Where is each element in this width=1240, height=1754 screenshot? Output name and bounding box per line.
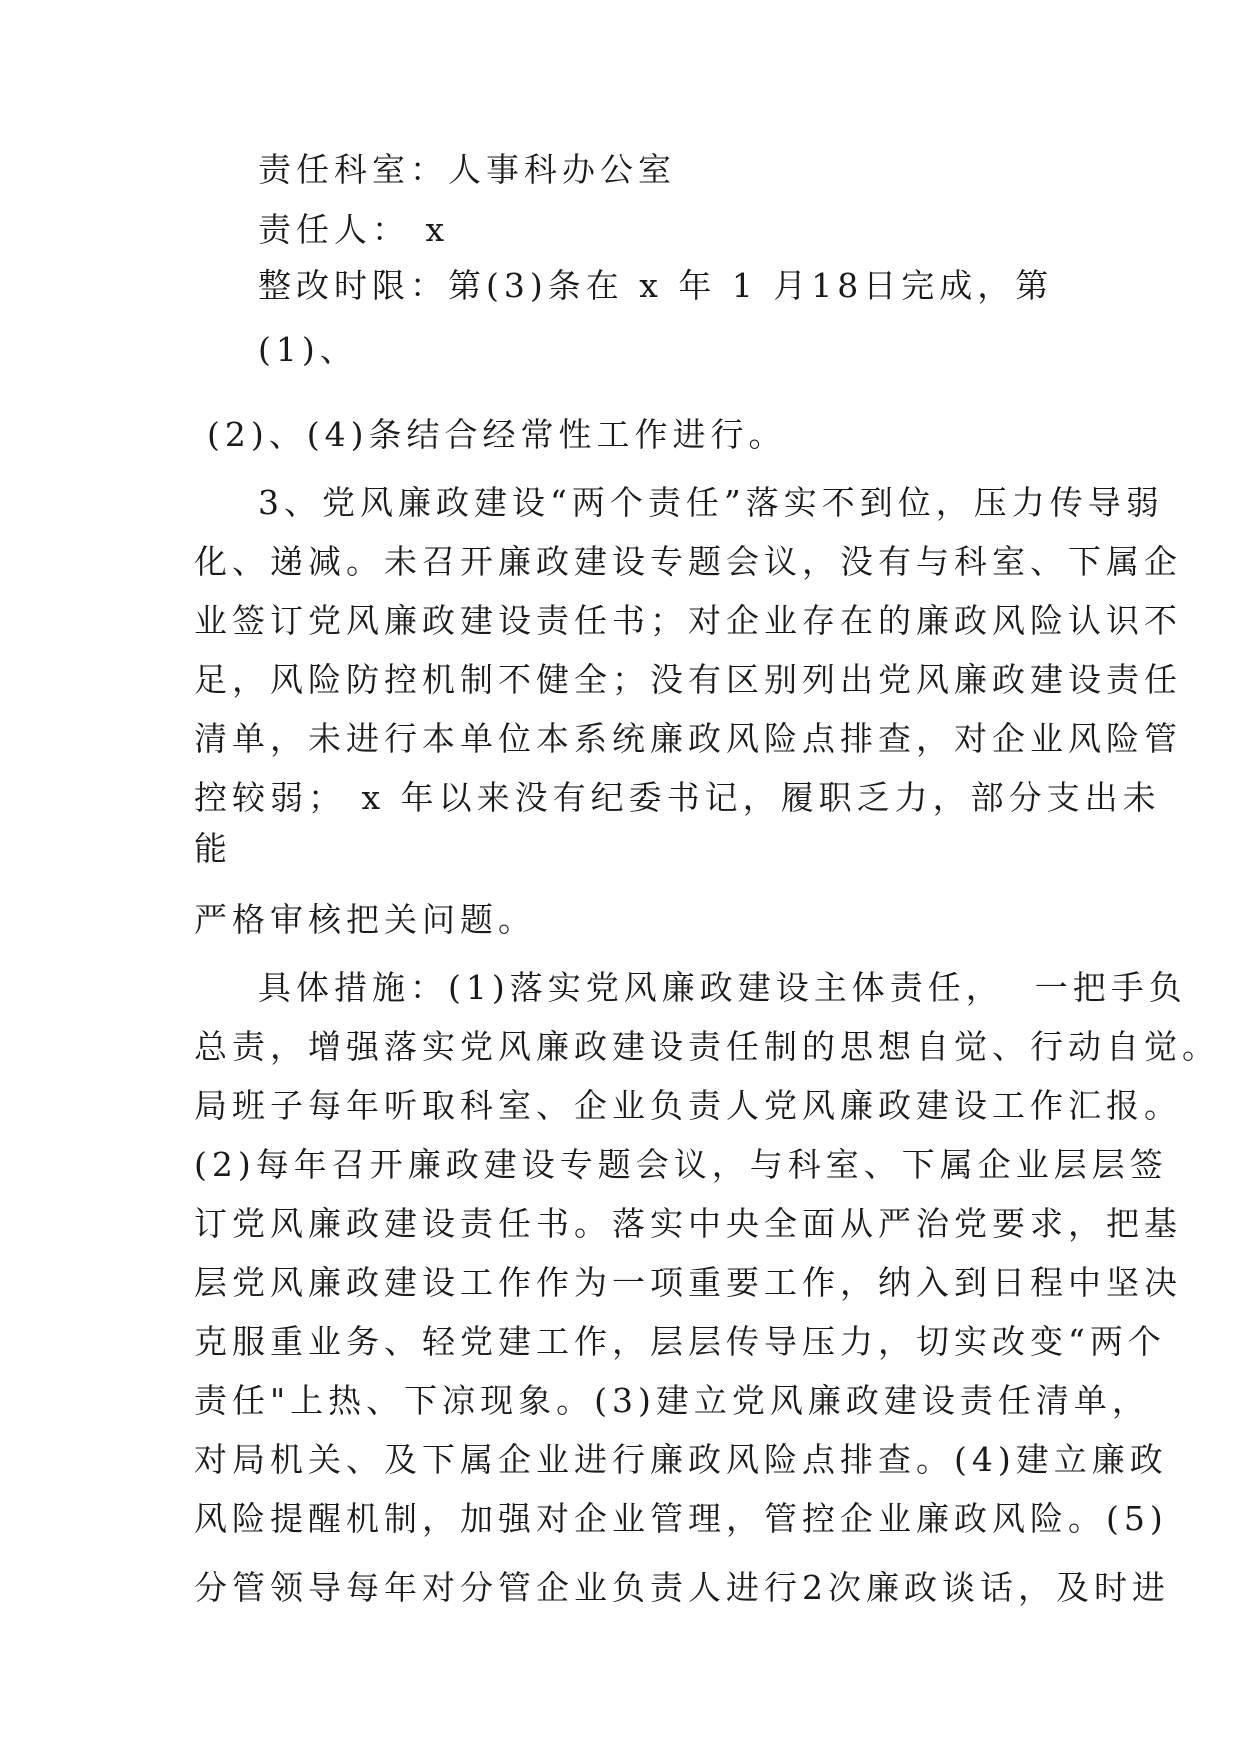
problem-3-line-6: 控较弱； x 年以来没有纪委书记，履职乏力，部分支出未: [194, 778, 1161, 817]
problem-3-line-4: 足，风险防控机制不健全；没有区别列出党风廉政建设责任: [194, 660, 1182, 699]
measures-line-5: 订党风廉政建设责任书。落实中央全面从严治党要求，把基: [194, 1204, 1182, 1243]
measures-line-3: 局班子每年听取科室、企业负责人党风廉政建设工作汇报。: [194, 1086, 1182, 1125]
problem-3-line-2: 化、递减。未召开廉政建设专题会议，没有与科室、下属企: [194, 542, 1182, 581]
problem-3-line-8: 严格审核把关问题。: [194, 900, 536, 939]
measures-line-1: 具体措施：(1)落实党风廉政建设主体责任， 一把手负: [258, 968, 1187, 1007]
measures-line-9: 对局机关、及下属企业进行廉政风险点排查。(4)建立廉政: [194, 1440, 1168, 1479]
measures-line-8: 责任"上热、下凉现象。(3)建立党风廉政建设责任清单，: [194, 1381, 1150, 1420]
problem-3-line-7: 能: [194, 829, 232, 868]
measures-line-7: 克服重业务、轻党建工作，层层传导压力，切实改变“两个: [194, 1322, 1166, 1361]
measures-line-4: (2)每年召开廉政建设专题会议，与科室、下属企业层层签: [194, 1145, 1168, 1184]
measures-line-2: 总责，增强落实党风廉政建设责任制的思想自觉、行动自觉。: [194, 1027, 1220, 1066]
deadline-continuation-line: (1)、: [258, 330, 358, 369]
problem-3-line-3: 业签订党风廉政建设责任书；对企业存在的廉政风险认识不: [194, 601, 1182, 640]
measures-line-6: 层党风廉政建设工作作为一项重要工作，纳入到日程中坚决: [194, 1263, 1182, 1302]
problem-3-line-1: 3、党风廉政建设“两个责任”落实不到位，压力传导弱: [258, 483, 1164, 522]
responsible-person-line: 责任人： x: [258, 210, 450, 249]
measures-line-11: 分管领导每年对分管企业负责人进行2次廉政谈话，及时进: [194, 1568, 1170, 1607]
responsible-office-line: 责任科室：人事科办公室: [258, 150, 676, 189]
deadline-items-line: (2)、(4)条结合经常性工作进行。: [207, 415, 787, 454]
problem-3-line-5: 清单，未进行本单位本系统廉政风险点排查，对企业风险管: [194, 719, 1182, 758]
measures-line-10: 风险提醒机制，加强对企业管理，管控企业廉政风险。(5): [194, 1499, 1168, 1538]
deadline-line: 整改时限：第(3)条在 x 年 1 月18日完成，第: [258, 266, 1054, 305]
